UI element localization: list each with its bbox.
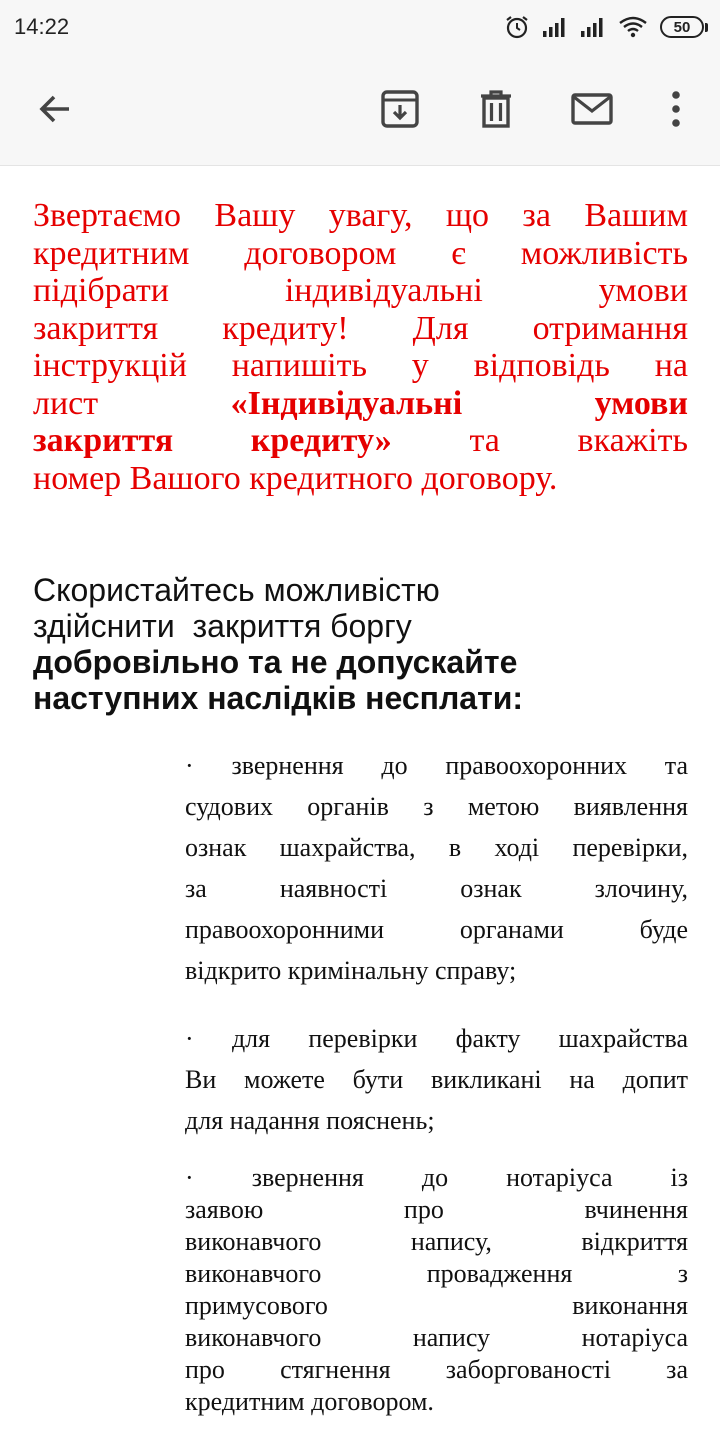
archive-icon [381,90,419,133]
bullet-line: ознак шахрайства, в ході перевірки, [185,833,688,862]
battery-icon [660,16,708,38]
bullet-text: для перевірки факту шахрайства [231,1024,688,1053]
mark-unread-button[interactable] [567,86,617,136]
mail-icon [571,93,613,130]
notice-line-composite [33,422,688,460]
bullet-line: примусового виконання [185,1291,688,1320]
bullet-line: виконавчого провадження з [185,1259,688,1288]
notice-line: кредитним договором є можливість [33,234,688,272]
notice-line: закриття кредиту! Для отримання [33,309,688,347]
bullet-line: для надання пояснень; [185,1106,435,1135]
back-button[interactable] [30,86,80,136]
signal-icon [580,16,606,38]
battery-level: 50 [660,16,704,38]
bullet-text: звернення до правоохоронних та [231,751,689,780]
notice-text: та вкажіть [469,422,688,459]
bullet-line: виконавчого напису нотаріуса [185,1323,688,1352]
notice-highlight: «Індивідуальні умови [230,384,688,422]
bullet-line: судових органів з метою виявлення [185,792,688,821]
bullet-line: Ви можете бути викликані на допит [185,1065,688,1094]
bullet-line: заявою про вчинення [185,1195,688,1224]
more-vert-icon [671,91,681,132]
notice-text: лист [33,384,99,422]
status-time: 14:22 [14,14,70,39]
alarm-icon [504,14,530,40]
notice-line: Звертаємо Вашу увагу, що за Вашим [33,197,688,234]
bullet-dot: · [185,751,194,780]
bullet-line [185,1018,688,1059]
status-icons [504,12,708,42]
bullet-line [185,1162,688,1194]
email-toolbar [0,56,720,166]
notice-line: номер Вашого кредитного договору. [33,459,558,497]
signal-icon [542,16,568,38]
bullet-dot: · [185,1024,194,1053]
bullet-text: звернення до нотаріуса із [251,1163,689,1192]
more-options-button[interactable] [651,86,701,136]
bullet-line: відкрито кримінальну справу; [185,956,517,985]
intro-paragraph [33,572,693,716]
status-bar [0,0,720,56]
bullet-line: за наявності ознак злочину, [185,874,688,903]
intro-bold-line: наступних наслідків несплати: [33,680,524,716]
notice-highlight: закриття кредиту» [33,422,392,459]
bullet-line: про стягнення заборгованості за [185,1355,688,1384]
archive-button[interactable] [375,86,425,136]
notice-line-composite [33,385,688,423]
notice-line: інструкцій напишіть у відповідь на [33,347,688,384]
bullet-line [185,745,688,786]
bullet-line: правоохоронними органами буде [185,915,688,944]
intro-line: здійснити закриття боргу [33,608,412,644]
delete-icon [479,90,513,133]
bullet-line: кредитним договором. [185,1387,434,1416]
wifi-icon [618,16,648,38]
bullet-line: виконавчого напису, відкриття [185,1227,688,1256]
bullet-dot: · [185,1163,194,1192]
back-arrow-icon [37,91,73,132]
notice-line: підібрати індивідуальні умови [33,272,688,309]
intro-bold-line: добровільно та не допускайте [33,644,518,680]
bullet-item [185,1162,688,1418]
notice-paragraph [33,197,688,497]
email-body [0,167,720,1440]
delete-button[interactable] [471,86,521,136]
intro-line: Скористайтесь можливістю [33,572,440,608]
bullet-item [185,1018,688,1141]
bullet-item [185,745,688,991]
